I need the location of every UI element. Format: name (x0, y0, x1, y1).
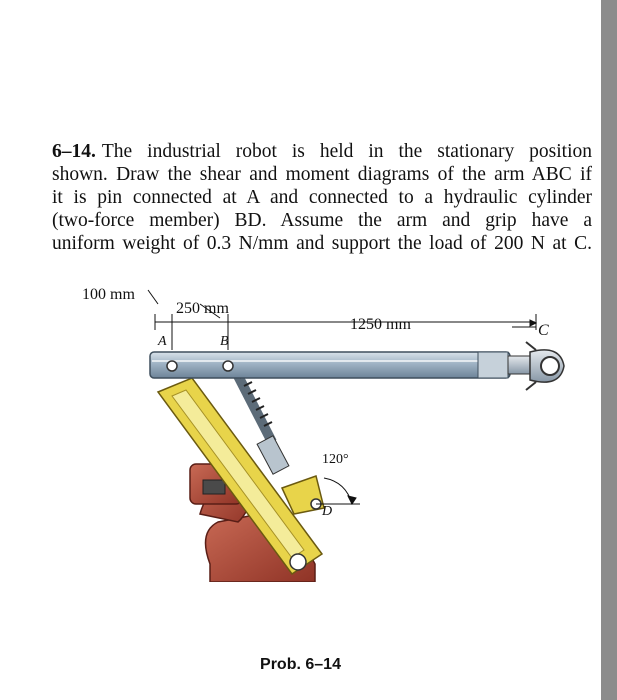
robot-arm (150, 352, 510, 378)
problem-statement (52, 140, 592, 255)
robot-diagram (60, 282, 600, 582)
problem-line-5: uniform weight of 0.3 N/mm and support the load of 200 N at C. (52, 233, 592, 254)
dimension-lines (148, 290, 536, 350)
dimension-250mm: 250 mm (176, 300, 229, 317)
dimension-1250mm: 1250 mm (350, 316, 411, 333)
problem-line-1: 6–14. The industrial robot is held in the stationary position (52, 141, 592, 162)
angle-label: 120° (322, 452, 349, 467)
page-edge-bar (601, 0, 617, 700)
robot-figure (60, 282, 600, 582)
gripper (508, 342, 564, 390)
problem-line-3: it is pin connected at A and connected to a hydraulic cylinder (52, 187, 592, 208)
point-d-label: D (322, 504, 333, 519)
dimension-100mm: 100 mm (82, 286, 135, 303)
point-b-label: B (220, 334, 229, 349)
figure-caption: Prob. 6–14 (260, 656, 341, 673)
problem-number: 6–14. (52, 141, 96, 162)
problem-line-2: shown. Draw the shear and moment diagrams of the arm ABC if (52, 164, 592, 185)
point-a-label: A (158, 334, 167, 349)
problem-line-4: (two-force member) BD. Assume the arm and grip have a (52, 210, 592, 231)
point-c-label: C (538, 322, 549, 339)
